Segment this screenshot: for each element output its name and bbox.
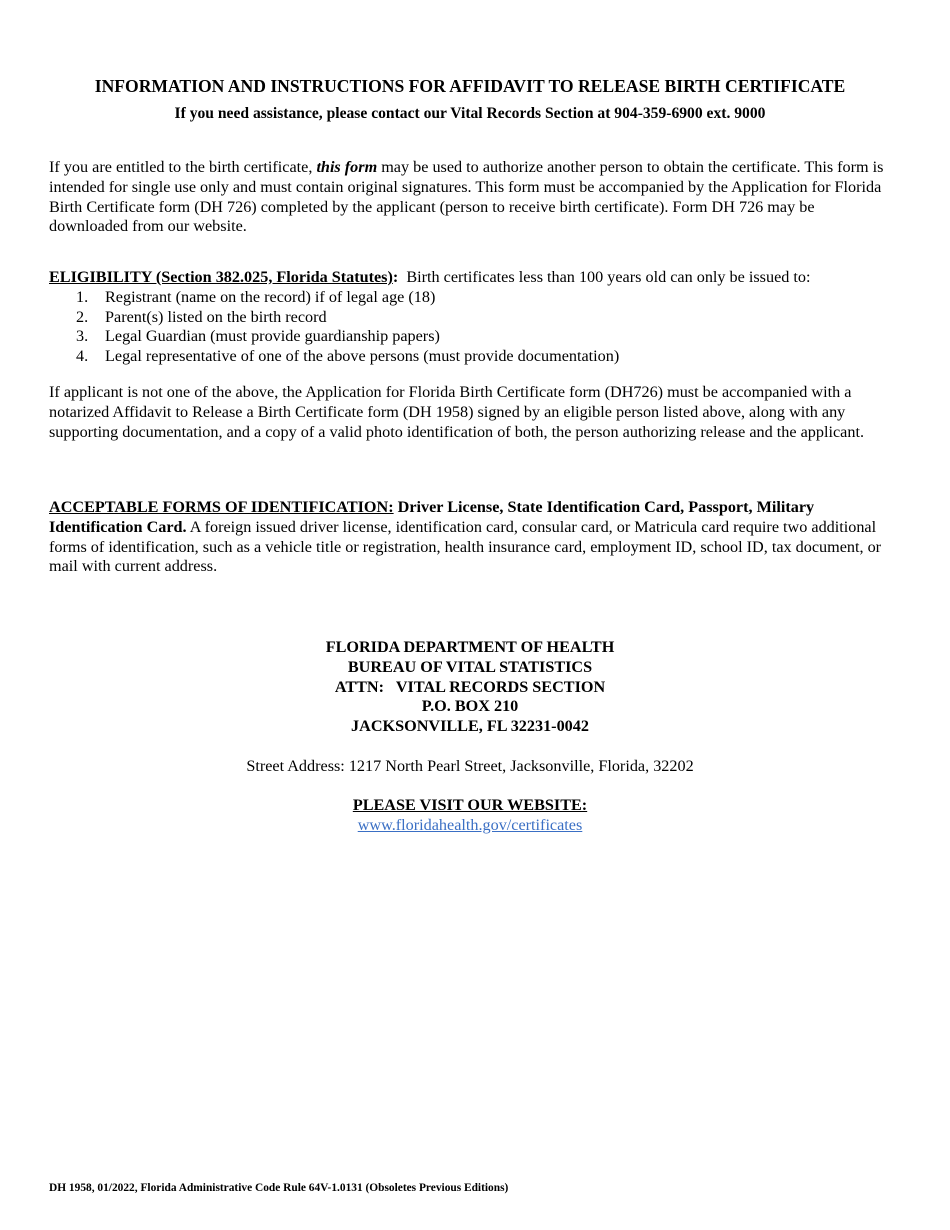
list-item [49,347,891,367]
address-line-attn: ATTN: VITAL RECORDS SECTION [334,677,606,696]
intro-text-rest: may be used to authorize another person to obtain the certificate. This form is intended for single use only and must contain original signatures. This form must be accompanied by the Application for Florida Birth Certificate form (DH 726) completed by the applicant (person to receive birth certificate). Form DH 726 may be downloaded from our website. [49,158,884,236]
website-link[interactable]: www.floridahealth.gov/certificates [357,816,583,834]
address-line-bureau: BUREAU OF VITAL STATISTICS [347,657,593,676]
list-item-text: Parent(s) listed on the birth record [105,307,327,326]
intro-paragraph [49,158,891,237]
website-link-line [49,816,891,836]
address-line-po-box: P.O. BOX 210 [421,697,519,716]
form-footer: DH 1958, 01/2022, Florida Administrative Code Rule 64V-1.0131 (Obsoletes Previous Editions) [49,1182,509,1194]
address-line-department: FLORIDA DEPARTMENT OF HEALTH [325,638,615,656]
list-item-number: 4. [76,347,89,366]
list-item-text: Legal Guardian (must provide guardianship papers) [105,327,440,346]
list-item-number: 3. [76,327,89,346]
eligibility-heading-line [49,268,891,288]
address-line-city: JACKSONVILLE, FL 32231-0042 [351,717,589,736]
eligibility-list [49,288,891,367]
list-item-number: 2. [76,307,89,326]
list-item [49,288,891,308]
list-item-text: Registrant (name on the record) if of legal age (18) [105,287,436,306]
street-address: Street Address: 1217 North Pearl Street, Jacksonville, Florida, 32202 [246,757,694,775]
website-heading: PLEASE VISIT OUR WEBSITE: [352,796,588,814]
list-item-number: 1. [76,287,89,306]
list-item [49,327,891,347]
identification-paragraph [49,498,891,577]
list-item [49,308,891,328]
mailing-address-block [49,638,891,737]
identification-heading: ACCEPTABLE FORMS OF IDENTIFICATION: [49,498,394,516]
list-item-text: Legal representative of one of the above persons (must provide documentation) [105,347,620,366]
intro-emphasis: this form [316,158,378,176]
non-eligible-notice-paragraph: If applicant is not one of the above, the Application for Florida Birth Certificate form (DH726) must be accompanied with a notarized Affidavit to Release a Birth Certificate form (DH 1958) signed by an eligible person listed above, along with any supporting documentation, and a copy of a valid photo identification of both, the person authorizing release and the applicant. [49,383,864,441]
eligibility-heading: ELIGIBILITY (Section 382.025, Florida Statutes) [49,268,393,286]
assistance-contact-line: If you need assistance, please contact our Vital Records Section at 904-359-6900 ext. 9000 [174,105,766,122]
eligibility-colon: : [392,268,399,286]
intro-text-start: If you are entitled to the birth certificate, [49,158,317,176]
document-title: INFORMATION AND INSTRUCTIONS FOR AFFIDAVIT TO RELEASE BIRTH CERTIFICATE [94,76,846,96]
identification-accepted-list: Driver License, State Identification Card, Passport, Military Identification Card. [49,498,815,536]
eligibility-intro-text: Birth certificates less than 100 years old can only be issued to: [406,268,811,286]
identification-text: A foreign issued driver license, identification card, consular card, or Matricula card require two additional forms of identification, such as a vehicle title or registration, health insurance card, employment ID, school ID, tax document, or mail with current address. [49,517,882,576]
eligibility-section [49,268,891,367]
